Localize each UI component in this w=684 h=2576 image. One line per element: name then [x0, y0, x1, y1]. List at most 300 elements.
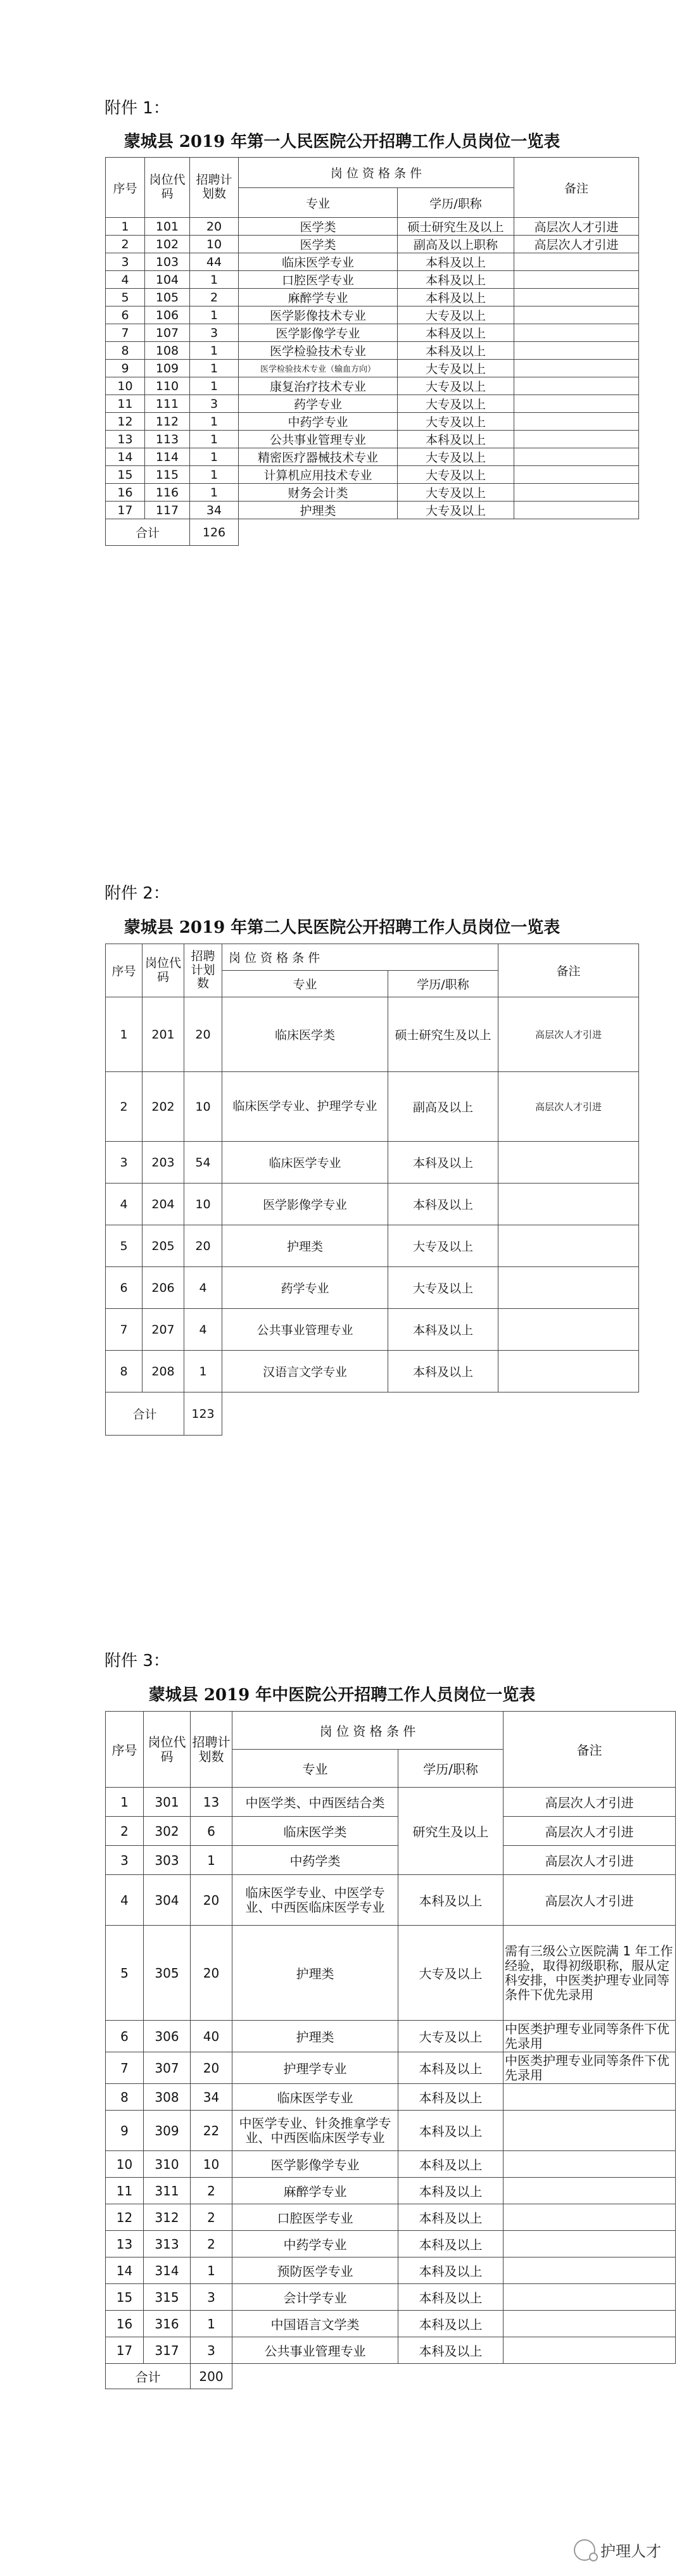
row-plan: 40	[191, 2021, 232, 2052]
row-note	[498, 1225, 639, 1267]
row-seq: 5	[106, 1225, 142, 1267]
row-code: 102	[145, 236, 190, 253]
row-major: 护理类	[232, 2021, 398, 2052]
row-seq: 1	[106, 1788, 144, 1817]
row-note	[498, 1142, 639, 1184]
table-row	[106, 395, 639, 413]
row-note	[504, 2178, 676, 2204]
row-edu: 本科及以上	[398, 2151, 504, 2178]
row-seq: 5	[106, 1926, 144, 2021]
row-major: 口腔医学专业	[232, 2204, 398, 2231]
row-code: 114	[145, 448, 190, 466]
row-major: 医学类	[239, 218, 398, 236]
table-row	[106, 2052, 676, 2084]
row-plan: 2	[191, 2204, 232, 2231]
watermark-text: 护理人才	[600, 2542, 661, 2560]
row-edu: 本科及以上	[398, 271, 514, 289]
row-plan: 20	[184, 997, 222, 1072]
row-plan: 3	[190, 395, 239, 413]
table-row	[106, 1351, 639, 1392]
row-seq: 2	[106, 1817, 144, 1846]
row-code: 313	[144, 2231, 191, 2257]
row-note	[514, 271, 639, 289]
table-row	[106, 1926, 676, 2021]
row-major: 临床医学类	[232, 1817, 398, 1846]
attachment-2-label: 附件 2：	[104, 884, 170, 903]
row-seq: 1	[106, 997, 142, 1072]
table-row	[106, 1817, 676, 1846]
row-note: 高层次人才引进	[498, 1072, 639, 1142]
row-edu: 本科及以上	[398, 253, 514, 271]
row-plan: 4	[184, 1309, 222, 1351]
row-note	[514, 431, 639, 448]
row-major: 预防医学专业	[232, 2257, 398, 2284]
row-code: 111	[145, 395, 190, 413]
row-major: 临床医学专业、中医学专业、中西医临床医学专业	[232, 1875, 398, 1926]
row-plan: 3	[190, 324, 239, 342]
row-seq: 7	[106, 1309, 142, 1351]
row-edu: 大专及以上	[398, 360, 514, 377]
header-seq: 序号	[106, 944, 142, 997]
row-note	[514, 253, 639, 271]
table-row	[106, 2204, 676, 2231]
row-seq: 10	[106, 2151, 144, 2178]
row-code: 312	[144, 2204, 191, 2231]
row-code: 307	[144, 2052, 191, 2084]
row-edu: 本科及以上	[398, 289, 514, 306]
row-seq: 8	[106, 2084, 144, 2111]
row-note	[514, 306, 639, 324]
row-note: 高层次人才引进	[514, 218, 639, 236]
row-major: 医学影像学专业	[239, 324, 398, 342]
attachment-2-title: 蒙城县 2019 年第二人民医院公开招聘工作人员岗位一览表	[124, 918, 560, 937]
row-seq: 15	[106, 2284, 144, 2311]
row-edu: 硕士研究生及以上	[388, 997, 498, 1072]
header-conditions: 岗 位 资 格 条 件	[239, 158, 514, 188]
table-row	[106, 1072, 639, 1142]
watermark	[574, 2539, 661, 2561]
row-code: 101	[145, 218, 190, 236]
row-edu: 研究生及以上	[398, 1788, 504, 1875]
row-edu: 大专及以上	[398, 1926, 504, 2021]
total-row	[106, 1392, 639, 1436]
row-edu: 本科及以上	[398, 431, 514, 448]
row-seq: 8	[106, 342, 145, 360]
table-row	[106, 484, 639, 502]
row-edu: 大专及以上	[398, 377, 514, 395]
table-row	[106, 1184, 639, 1225]
row-major: 临床医学专业、护理学专业	[222, 1072, 388, 1142]
row-note	[504, 2204, 676, 2231]
row-plan: 1	[190, 466, 239, 484]
row-note	[514, 448, 639, 466]
row-seq: 2	[106, 1072, 142, 1142]
row-plan: 1	[190, 271, 239, 289]
row-code: 202	[142, 1072, 184, 1142]
table-row	[106, 1225, 639, 1267]
row-major: 护理类	[222, 1225, 388, 1267]
row-seq: 6	[106, 2021, 144, 2052]
row-plan: 1	[190, 342, 239, 360]
row-code: 112	[145, 413, 190, 431]
row-note	[498, 1184, 639, 1225]
row-code: 304	[144, 1875, 191, 1926]
row-major: 公共事业管理专业	[239, 431, 398, 448]
row-plan: 20	[190, 218, 239, 236]
table-row	[106, 2257, 676, 2284]
row-edu: 本科及以上	[398, 2284, 504, 2311]
row-edu: 副高及以上	[388, 1072, 498, 1142]
row-major: 汉语言文学专业	[222, 1351, 388, 1392]
header-code: 岗位代码	[145, 158, 190, 218]
row-major: 公共事业管理专业	[222, 1309, 388, 1351]
row-plan: 2	[190, 289, 239, 306]
row-major: 中药学类	[232, 1846, 398, 1875]
row-plan: 10	[184, 1184, 222, 1225]
row-code: 305	[144, 1926, 191, 2021]
row-seq: 16	[106, 484, 145, 502]
row-major: 精密医疗器械技术专业	[239, 448, 398, 466]
header-conditions: 岗 位 资 格 条 件	[232, 1712, 504, 1750]
table-row	[106, 271, 639, 289]
row-note: 需有三级公立医院满 1 年工作经验，取得初级职称，服从定科安排，中医类护理专业同等条件下优先录用	[504, 1926, 676, 2021]
row-code: 302	[144, 1817, 191, 1846]
attachment-2-table	[105, 944, 639, 1436]
row-seq: 6	[106, 1267, 142, 1309]
row-plan: 20	[191, 2052, 232, 2084]
header-code: 岗位代码	[144, 1712, 191, 1788]
row-code: 310	[144, 2151, 191, 2178]
table-row	[106, 360, 639, 377]
table-row	[106, 466, 639, 484]
attachment-1-label: 附件 1：	[104, 99, 170, 118]
row-major: 护理类	[239, 502, 398, 519]
row-major: 中药学专业	[232, 2231, 398, 2257]
total-row	[106, 2364, 676, 2389]
total-empty	[239, 519, 639, 546]
total-value: 126	[190, 519, 239, 546]
header-note: 备注	[498, 944, 639, 997]
table-row	[106, 2111, 676, 2151]
row-note	[514, 377, 639, 395]
row-major: 口腔医学专业	[239, 271, 398, 289]
row-edu: 本科及以上	[398, 342, 514, 360]
table-row	[106, 1142, 639, 1184]
row-major: 护理学专业	[232, 2052, 398, 2084]
table-row	[106, 2178, 676, 2204]
row-edu: 大专及以上	[388, 1225, 498, 1267]
row-edu: 本科及以上	[398, 2257, 504, 2284]
row-note	[514, 466, 639, 484]
total-label: 合计	[106, 1392, 184, 1436]
row-seq: 4	[106, 271, 145, 289]
row-plan: 22	[191, 2111, 232, 2151]
table-row	[106, 253, 639, 271]
header-seq: 序号	[106, 1712, 144, 1788]
wechat-icon	[574, 2539, 595, 2561]
row-edu: 大专及以上	[398, 306, 514, 324]
row-plan: 4	[184, 1267, 222, 1309]
row-code: 309	[144, 2111, 191, 2151]
row-plan: 20	[191, 1875, 232, 1926]
row-edu: 大专及以上	[398, 413, 514, 431]
table-row	[106, 1309, 639, 1351]
row-edu: 本科及以上	[398, 2204, 504, 2231]
row-edu: 硕士研究生及以上	[398, 218, 514, 236]
row-seq: 11	[106, 395, 145, 413]
header-major: 专业	[222, 971, 388, 997]
row-note	[498, 1267, 639, 1309]
row-plan: 1	[191, 2311, 232, 2337]
row-code: 301	[144, 1788, 191, 1817]
row-code: 106	[145, 306, 190, 324]
row-code: 317	[144, 2337, 191, 2364]
row-plan: 13	[191, 1788, 232, 1817]
total-empty	[232, 2364, 676, 2389]
row-edu: 本科及以上	[398, 1875, 504, 1926]
table-row	[106, 1846, 676, 1875]
row-code: 205	[142, 1225, 184, 1267]
row-code: 201	[142, 997, 184, 1072]
row-note	[504, 2284, 676, 2311]
row-edu: 本科及以上	[398, 2178, 504, 2204]
header-note: 备注	[514, 158, 639, 218]
row-major: 麻醉学专业	[239, 289, 398, 306]
attachment-3-title: 蒙城县 2019 年中医院公开招聘工作人员岗位一览表	[148, 1686, 536, 1705]
row-code: 105	[145, 289, 190, 306]
row-edu: 本科及以上	[388, 1351, 498, 1392]
row-code: 104	[145, 271, 190, 289]
row-code: 110	[145, 377, 190, 395]
table-row	[106, 289, 639, 306]
table-row	[106, 2231, 676, 2257]
row-seq: 16	[106, 2311, 144, 2337]
attachment-1-table	[105, 157, 639, 546]
table-row	[106, 2311, 676, 2337]
table-row	[106, 377, 639, 395]
attachment-3-label: 附件 3：	[104, 1651, 170, 1670]
total-value: 123	[184, 1392, 222, 1436]
row-seq: 8	[106, 1351, 142, 1392]
row-note: 高层次人才引进	[504, 1875, 676, 1926]
row-note: 中医类护理专业同等条件下优先录用	[504, 2021, 676, 2052]
row-seq: 9	[106, 360, 145, 377]
row-edu: 本科及以上	[398, 2111, 504, 2151]
row-major: 麻醉学专业	[232, 2178, 398, 2204]
row-code: 204	[142, 1184, 184, 1225]
row-edu: 本科及以上	[398, 2084, 504, 2111]
row-plan: 1	[191, 1846, 232, 1875]
row-major: 中医学专业、针灸推拿学专业、中西医临床医学专业	[232, 2111, 398, 2151]
row-major: 临床医学专业	[222, 1142, 388, 1184]
row-code: 207	[142, 1309, 184, 1351]
table-row	[106, 413, 639, 431]
header-edu: 学历/职称	[398, 188, 514, 218]
row-note: 高层次人才引进	[498, 997, 639, 1072]
row-plan: 10	[184, 1072, 222, 1142]
row-code: 109	[145, 360, 190, 377]
table-row	[106, 218, 639, 236]
row-major: 临床医学专业	[239, 253, 398, 271]
row-code: 107	[145, 324, 190, 342]
row-major: 会计学专业	[232, 2284, 398, 2311]
header-edu: 学历/职称	[388, 971, 498, 997]
row-code: 108	[145, 342, 190, 360]
row-seq: 14	[106, 448, 145, 466]
row-seq: 3	[106, 253, 145, 271]
row-major: 临床医学类	[222, 997, 388, 1072]
row-note	[504, 2111, 676, 2151]
header-plan: 招聘计划数	[191, 1712, 232, 1788]
total-label: 合计	[106, 519, 190, 546]
row-edu: 本科及以上	[388, 1184, 498, 1225]
header-major: 专业	[232, 1750, 398, 1788]
row-plan: 6	[191, 1817, 232, 1846]
row-major: 公共事业管理专业	[232, 2337, 398, 2364]
row-major: 中国语言文学类	[232, 2311, 398, 2337]
row-edu: 本科及以上	[388, 1309, 498, 1351]
row-seq: 14	[106, 2257, 144, 2284]
row-note: 高层次人才引进	[504, 1788, 676, 1817]
header-note: 备注	[504, 1712, 676, 1788]
row-major: 医学影像技术专业	[239, 306, 398, 324]
row-plan: 1	[190, 360, 239, 377]
row-note	[504, 2151, 676, 2178]
row-plan: 1	[190, 431, 239, 448]
row-seq: 1	[106, 218, 145, 236]
row-major: 计算机应用技术专业	[239, 466, 398, 484]
table-row	[106, 2021, 676, 2052]
row-seq: 4	[106, 1184, 142, 1225]
row-plan: 1	[190, 413, 239, 431]
header-conditions: 岗 位 资 格 条 件	[222, 944, 498, 971]
row-plan: 44	[190, 253, 239, 271]
row-note	[504, 2311, 676, 2337]
row-seq: 11	[106, 2178, 144, 2204]
row-seq: 12	[106, 413, 145, 431]
row-plan: 1	[191, 2257, 232, 2284]
row-note	[498, 1351, 639, 1392]
row-plan: 1	[190, 377, 239, 395]
row-code: 306	[144, 2021, 191, 2052]
row-note	[498, 1309, 639, 1351]
row-major: 药学专业	[239, 395, 398, 413]
row-seq: 17	[106, 502, 145, 519]
row-edu: 本科及以上	[398, 324, 514, 342]
row-edu: 大专及以上	[398, 466, 514, 484]
table-row	[106, 997, 639, 1072]
row-plan: 20	[184, 1225, 222, 1267]
header-plan: 招聘计划数	[184, 944, 222, 997]
row-major: 康复治疗技术专业	[239, 377, 398, 395]
attachment-3-table	[105, 1711, 676, 2389]
row-edu: 大专及以上	[398, 448, 514, 466]
row-major: 医学检验技术专业（输血方向）	[239, 360, 398, 377]
row-edu: 本科及以上	[398, 2052, 504, 2084]
row-plan: 34	[191, 2084, 232, 2111]
row-note	[514, 289, 639, 306]
row-plan: 20	[191, 1926, 232, 2021]
row-plan: 10	[191, 2151, 232, 2178]
row-edu: 本科及以上	[398, 2231, 504, 2257]
row-note	[514, 413, 639, 431]
row-code: 113	[145, 431, 190, 448]
table-row	[106, 448, 639, 466]
header-code: 岗位代码	[142, 944, 184, 997]
row-seq: 17	[106, 2337, 144, 2364]
row-plan: 2	[191, 2178, 232, 2204]
row-major: 医学类	[239, 236, 398, 253]
table-row	[106, 236, 639, 253]
row-major: 护理类	[232, 1926, 398, 2021]
row-note	[504, 2084, 676, 2111]
table-row	[106, 1267, 639, 1309]
row-edu: 大专及以上	[398, 2021, 504, 2052]
row-plan: 1	[184, 1351, 222, 1392]
table-row	[106, 2151, 676, 2178]
row-plan: 34	[190, 502, 239, 519]
row-major: 医学影像学专业	[232, 2151, 398, 2178]
row-code: 203	[142, 1142, 184, 1184]
row-code: 117	[145, 502, 190, 519]
row-code: 303	[144, 1846, 191, 1875]
row-major: 中药学专业	[239, 413, 398, 431]
total-row	[106, 519, 639, 546]
row-major: 医学检验技术专业	[239, 342, 398, 360]
row-note	[504, 2231, 676, 2257]
row-code: 311	[144, 2178, 191, 2204]
row-seq: 13	[106, 2231, 144, 2257]
row-code: 116	[145, 484, 190, 502]
table-row	[106, 342, 639, 360]
total-label: 合计	[106, 2364, 191, 2389]
table-row	[106, 2084, 676, 2111]
row-code: 314	[144, 2257, 191, 2284]
row-seq: 10	[106, 377, 145, 395]
header-plan: 招聘计划数	[190, 158, 239, 218]
row-code: 315	[144, 2284, 191, 2311]
row-plan: 54	[184, 1142, 222, 1184]
row-plan: 3	[191, 2284, 232, 2311]
row-seq: 2	[106, 236, 145, 253]
row-code: 308	[144, 2084, 191, 2111]
row-major: 医学影像学专业	[222, 1184, 388, 1225]
row-note	[514, 324, 639, 342]
row-major: 药学专业	[222, 1267, 388, 1309]
row-major: 财务会计类	[239, 484, 398, 502]
row-seq: 15	[106, 466, 145, 484]
table-row	[106, 306, 639, 324]
header-edu: 学历/职称	[398, 1750, 504, 1788]
table-row	[106, 1875, 676, 1926]
row-seq: 7	[106, 2052, 144, 2084]
row-seq: 3	[106, 1846, 144, 1875]
row-major: 中医学类、中西医结合类	[232, 1788, 398, 1817]
table-row	[106, 431, 639, 448]
row-edu: 本科及以上	[398, 2311, 504, 2337]
row-note	[504, 2257, 676, 2284]
table-row	[106, 2284, 676, 2311]
total-value: 200	[191, 2364, 232, 2389]
row-plan: 1	[190, 448, 239, 466]
attachment-1-title: 蒙城县 2019 年第一人民医院公开招聘工作人员岗位一览表	[124, 132, 560, 151]
table-row	[106, 2337, 676, 2364]
row-seq: 5	[106, 289, 145, 306]
row-edu: 大专及以上	[388, 1267, 498, 1309]
row-edu: 大专及以上	[398, 484, 514, 502]
row-note: 高层次人才引进	[504, 1846, 676, 1875]
row-seq: 9	[106, 2111, 144, 2151]
